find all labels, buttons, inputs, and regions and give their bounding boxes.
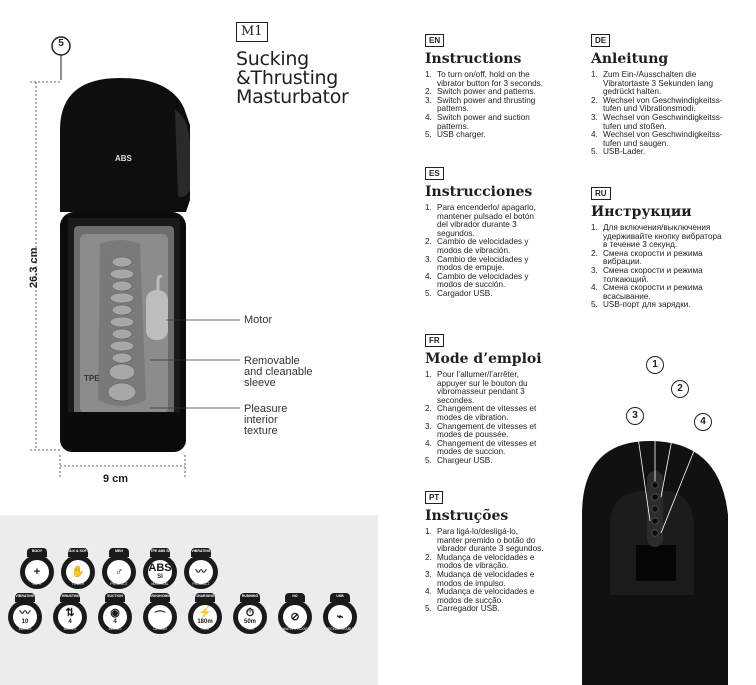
instruction-text: Mudança de velocidades e [437, 552, 535, 562]
height-dimension-label: 26.3 cm [28, 247, 40, 288]
instruction-item [425, 71, 543, 88]
feature-badge [61, 549, 95, 589]
instruction-number: 2. [591, 248, 598, 258]
instruction-text: manter premido o botão do [437, 535, 536, 545]
instruction-text: Mudança de velocidades e [437, 587, 535, 597]
instruction-text: Chargeur USB. [437, 455, 493, 465]
instruction-item [425, 588, 544, 605]
instructions-list [425, 71, 543, 140]
feature-sub-label: WATERPROOF [282, 627, 308, 631]
feature-inner [66, 560, 90, 584]
instruction-item [425, 423, 542, 440]
feature-inner [13, 605, 37, 629]
feature-glyph: + [33, 565, 41, 578]
instruction-text: Смена скорости и режима [603, 283, 703, 293]
feature-sub-label: SAFE [32, 582, 42, 586]
instruction-text: mantener pulsado el botón [437, 211, 534, 221]
instruction-number: 3. [591, 265, 598, 275]
feature-inner [328, 605, 352, 629]
instructions-list [425, 204, 536, 299]
product-title-line: Masturbator [236, 86, 349, 108]
instruction-item [425, 238, 536, 255]
instruction-item [425, 114, 543, 131]
instruction-number: 4. [425, 438, 432, 448]
instruction-item [425, 97, 543, 114]
language-code-badge: FR [425, 334, 444, 347]
feature-top-label: CHARGING [195, 594, 215, 598]
callout-line: Motor [244, 314, 273, 326]
language-code-badge: RU [591, 187, 611, 200]
instruction-text: Switch power and thrusting [437, 95, 536, 105]
feature-top-label: BODY [31, 549, 43, 553]
feature-value: 180m [197, 619, 213, 625]
instruction-text: Para encenderlo/ apagarlo, [437, 203, 536, 212]
instruction-number: 1. [591, 223, 598, 232]
feature-inner [103, 605, 127, 629]
instruction-text: modes de vibration. [437, 412, 509, 422]
instruction-number: 1. [425, 70, 432, 79]
instruction-number: 5. [425, 604, 432, 614]
render-callout-3: 3 [626, 407, 644, 425]
callout-line: texture [244, 425, 278, 437]
instruction-item [425, 204, 536, 238]
feature-inner [238, 605, 262, 629]
instruction-text: Switch power and patterns. [437, 87, 536, 97]
instruction-number: 3. [425, 421, 432, 431]
instruction-text: tufen und saugen. [603, 138, 669, 148]
callout-line: Pleasure [244, 403, 288, 415]
instruction-text: modos de empuje. [437, 263, 505, 273]
instructions-heading: Mode d’emploi [425, 351, 542, 367]
device-illustration [0, 0, 380, 500]
instruction-text: modos de vibração. [437, 561, 509, 571]
feature-value: 10 [21, 619, 29, 625]
instructions-heading: Instructions [425, 51, 522, 67]
feature-top-label: RUNNING [241, 594, 259, 598]
feature-icons-panel [0, 515, 378, 685]
feature-glyph: ♂ [114, 565, 124, 578]
instruction-text: в течение 3 секунд. [603, 240, 678, 250]
instruction-item [591, 301, 722, 310]
feature-top-label: ERGONOMIC [149, 594, 171, 598]
instruction-text: вибрации. [603, 257, 642, 267]
callout-line: and cleanable [244, 366, 313, 378]
instruction-text: Wechsel von Geschwindigkeitss- [603, 95, 723, 105]
feature-glyph: ⌁ [336, 610, 344, 623]
section-ru [591, 183, 722, 310]
instruction-number: 4. [591, 130, 598, 140]
instruction-item [591, 131, 723, 148]
feature-top-label: THRUSTING [59, 594, 81, 598]
instruction-text: vibromasseur pendant 3 [437, 387, 525, 397]
instruction-text: vibrator button for 3 seconds. [437, 78, 544, 88]
instruction-item [425, 440, 542, 457]
feature-top-label: USB [336, 594, 344, 598]
language-code-badge: EN [425, 34, 444, 47]
instruction-text: Changement de vitesses et [437, 438, 537, 448]
instruction-item [425, 571, 544, 588]
instruction-text: patterns. [437, 121, 469, 131]
motor [146, 290, 168, 340]
instruction-item [425, 256, 536, 273]
feature-value: 4 [113, 619, 117, 625]
callout-line: sleeve [244, 377, 276, 389]
instruction-number: 4. [425, 271, 432, 281]
instruction-text: patterns. [437, 104, 469, 114]
feature-sub-label: TIME [245, 627, 255, 631]
instructions-list [591, 224, 722, 310]
instruction-text: Mudança de velocidades e [437, 569, 535, 579]
feature-top-label: SUCTION [107, 594, 123, 598]
instruction-number: 1. [425, 370, 432, 379]
product-title-line: Sucking [236, 48, 309, 70]
instruction-text: modos de succión. [437, 280, 506, 290]
feature-badge [20, 549, 54, 589]
feature-sub-label: RECHARGEABLE [325, 627, 355, 631]
instruction-item [591, 71, 723, 97]
feature-sub-label: PRODUCT [110, 582, 128, 586]
instruction-number: 5. [591, 300, 598, 310]
instruction-text: Para ligá-lo/desligá-lo, [437, 527, 519, 536]
language-code-badge: PT [425, 491, 443, 504]
product-title-line: &Thrusting [236, 67, 339, 89]
instruction-number: 4. [591, 283, 598, 293]
feature-badge [8, 594, 42, 634]
feature-inner [25, 560, 49, 584]
feature-inner [148, 560, 172, 584]
instruction-text: gedrückt halten. [603, 87, 662, 97]
instruction-item [591, 224, 722, 250]
instruction-number: 1. [425, 527, 432, 536]
feature-badge [102, 549, 136, 589]
instruction-number: 5. [425, 288, 432, 298]
feature-sub-label: MODES [108, 627, 122, 631]
instruction-text: Changement de vitesses et [437, 404, 537, 414]
language-code-badge: ES [425, 167, 444, 180]
instruction-text: Cambio de velocidades y [437, 237, 529, 247]
model-tag: M1 [236, 22, 268, 42]
callout-line: Removable [244, 355, 300, 367]
instruction-text: vibrador durante 3 segundos. [437, 544, 544, 554]
instruction-text: tufen und stoßen. [603, 121, 667, 131]
feature-sub-label: MODES [63, 627, 77, 631]
instruction-text: modos de sucção. [437, 595, 504, 605]
instruction-number: 3. [425, 569, 432, 579]
feature-top-label: MEN [115, 549, 123, 553]
sleeve-callout [244, 356, 313, 389]
language-code-badge: DE [591, 34, 610, 47]
instruction-text: USB-порт для зарядки. [603, 300, 691, 310]
instruction-number: 3. [425, 95, 432, 105]
section-en [425, 30, 543, 140]
instruction-text: USB-Lader. [603, 147, 646, 157]
instruction-item [425, 528, 544, 554]
instruction-item [591, 267, 722, 284]
feature-badge [143, 594, 177, 634]
instruction-text: secondes. [437, 395, 475, 405]
instructions-list [591, 71, 723, 157]
feature-badge [53, 594, 87, 634]
instruction-number: 4. [425, 112, 432, 122]
instruction-number: 3. [425, 254, 432, 264]
instruction-number: 4. [425, 587, 432, 597]
feature-top-label: VIBRATING [191, 549, 211, 553]
instruction-text: Vibratortaste 3 Sekunden lang [603, 78, 714, 88]
instruction-text: del vibrador durante 3 [437, 220, 517, 230]
instruction-text: modos de impulso. [437, 578, 506, 588]
feature-glyph: 〰 [195, 565, 207, 578]
feature-badge [184, 549, 218, 589]
instruction-number: 2. [591, 95, 598, 105]
instruction-item [591, 97, 723, 114]
instruction-item [425, 605, 544, 614]
instruction-text: Для включения/выключения [603, 223, 711, 232]
instructions-heading: Instruções [425, 508, 509, 524]
instruction-item [591, 284, 722, 301]
feature-badge [323, 594, 357, 634]
instruction-text: Смена скорости и режима [603, 248, 703, 258]
feature-glyph: ⇅ [65, 607, 75, 619]
instruction-text: всасывание. [603, 291, 651, 301]
instructions-list [425, 528, 544, 614]
feature-inner [107, 560, 131, 584]
feature-inner [283, 605, 307, 629]
feature-inner [193, 605, 217, 629]
section-fr [425, 330, 542, 466]
instruction-number: 5. [425, 130, 432, 140]
texture-callout [244, 404, 287, 437]
instruction-number: 2. [425, 237, 432, 247]
feature-inner [148, 605, 172, 629]
instructions-heading: Инструкции [591, 204, 692, 220]
instruction-item [425, 371, 542, 405]
render-callout-2: 2 [671, 380, 689, 398]
instruction-text: Switch power and suction [437, 112, 530, 122]
width-dimension-label: 9 cm [103, 473, 129, 485]
feature-top-label: TPE ABS SI [150, 549, 170, 553]
instruction-text: Carregador USB. [437, 604, 500, 614]
feature-sub-label: DESIGN [153, 627, 167, 631]
feature-badge [143, 549, 177, 589]
feature-sub-label: MODES [18, 627, 32, 631]
instruction-text: tufen und Vibrationsmodi. [603, 104, 696, 114]
instruction-number: 2. [425, 552, 432, 562]
instruction-text: To turn on/off, hold on the [437, 70, 530, 79]
section-pt [425, 487, 544, 614]
feature-glyph: ✋ [71, 565, 85, 578]
instruction-number: 5. [591, 147, 598, 157]
instruction-text: Zum Ein-/Ausschalten die [603, 70, 697, 79]
feature-sub-label: TOUCH [71, 582, 85, 586]
feature-glyph: ⏱ [245, 607, 255, 619]
feature-inner [189, 560, 213, 584]
instructions-list [425, 371, 542, 466]
instructions-heading: Instrucciones [425, 184, 533, 200]
render-callout-1: 1 [646, 356, 664, 374]
instruction-text: modes de poussée. [437, 430, 509, 440]
feature-badge [188, 594, 222, 634]
feature-glyph: ⚡ [198, 607, 212, 619]
motor-callout [244, 315, 272, 326]
feature-inner [58, 605, 82, 629]
instruction-text: Changement de vitesses et [437, 421, 537, 431]
instruction-text: segundos. [437, 228, 475, 238]
instruction-text: Wechsel von Geschwindigkeitss- [603, 130, 723, 140]
instruction-text: Смена скорости и режима [603, 265, 703, 275]
instruction-item [425, 131, 543, 140]
callout-line: interior [244, 414, 278, 426]
instruction-text: Cambio de velocidades y [437, 254, 529, 264]
feature-value: SI [157, 574, 163, 580]
feature-sub-label: TIME [200, 627, 210, 631]
feature-glyph: ◉ [110, 607, 120, 619]
instruction-number: 1. [591, 70, 598, 79]
feature-value: 50m [243, 619, 256, 625]
device-body [60, 78, 190, 212]
instruction-number: 3. [591, 112, 598, 122]
instruction-text: modes de succion. [437, 447, 506, 457]
instruction-item [591, 250, 722, 267]
feature-value: 4 [68, 619, 72, 625]
instruction-item [591, 148, 723, 157]
instruction-number: 1. [425, 203, 432, 212]
feature-top-label: VIBRATING [15, 594, 35, 598]
instruction-text: Wechsel von Geschwindigkeitss- [603, 112, 723, 122]
feature-glyph: ABS [148, 562, 172, 574]
feature-top-label: SILK & SOFT [67, 549, 89, 553]
instruction-text: удерживайте кнопку вибратора [603, 231, 722, 241]
feature-sub-label: PRODUCT [192, 582, 210, 586]
callout-5-label: 5 [58, 38, 64, 49]
feature-badge [98, 594, 132, 634]
instructions-heading: Anleitung [591, 51, 669, 67]
device-render [570, 345, 756, 685]
feature-badge [233, 594, 267, 634]
feature-glyph: ⌒ [154, 610, 166, 623]
instruction-number: 2. [425, 404, 432, 414]
instruction-text: толкающий. [603, 274, 649, 284]
instruction-item [425, 290, 536, 299]
instruction-item [425, 457, 542, 466]
instruction-item [591, 114, 723, 131]
instruction-text: modos de vibración. [437, 245, 511, 255]
instruction-item [425, 405, 542, 422]
instruction-number: 5. [425, 455, 432, 465]
instruction-item [425, 554, 544, 571]
material-tpe-label: TPE [84, 374, 100, 383]
instruction-item [425, 273, 536, 290]
material-abs-label: ABS [115, 154, 132, 163]
feature-glyph: ⊘ [290, 610, 300, 623]
instruction-text: Pour l’allumer/l’arrêter, [437, 370, 519, 379]
instruction-number: 2. [425, 87, 432, 97]
section-de [591, 30, 723, 157]
instruction-text: USB charger. [437, 130, 486, 140]
instruction-text: Cargador USB. [437, 288, 493, 298]
feature-sub-label: MATERIAL [151, 582, 169, 586]
instruction-text: appuyer sur le bouton du [437, 378, 528, 388]
feature-badge [278, 594, 312, 634]
feature-top-label: NO [292, 594, 298, 598]
section-es [425, 163, 536, 299]
instruction-text: Cambio de velocidades y [437, 271, 529, 281]
render-callout-4: 4 [694, 413, 712, 431]
feature-glyph: 〰 [19, 607, 31, 619]
